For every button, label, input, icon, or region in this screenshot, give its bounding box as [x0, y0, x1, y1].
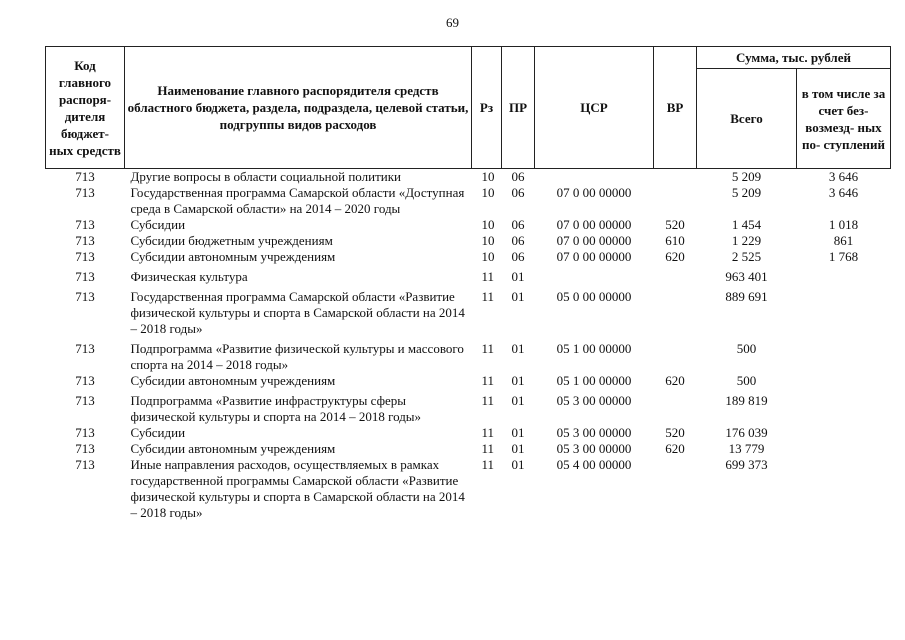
row-csr: 05 1 00 00000 — [556, 341, 632, 356]
row-rz: 11 — [481, 289, 495, 304]
table-row — [46, 233, 891, 249]
row-code: 713 — [75, 233, 95, 248]
header-pr: ПР — [502, 47, 535, 169]
row-pr: 01 — [511, 425, 525, 440]
row-csr: 07 0 00 00000 — [556, 185, 632, 200]
row-pr: 01 — [511, 269, 525, 284]
row-total: 699 373 — [725, 457, 768, 472]
row-pr: 06 — [511, 217, 525, 232]
table-row — [46, 457, 891, 521]
header-grants: в том числе за счет без- возмезд- ных по- ступлений — [797, 69, 891, 169]
row-rz: 11 — [481, 373, 495, 388]
row-total: 963 401 — [725, 269, 768, 284]
row-vr: 520 — [665, 425, 685, 440]
row-code: 713 — [75, 269, 95, 284]
row-total: 2 525 — [731, 249, 762, 264]
row-code: 713 — [75, 289, 95, 304]
row-vr: 520 — [665, 217, 685, 232]
row-csr: 05 3 00 00000 — [556, 441, 632, 456]
row-pr: 06 — [511, 185, 525, 200]
row-rz: 10 — [481, 233, 495, 248]
row-vr — [654, 265, 697, 285]
header-sum-group: Сумма, тыс. рублей — [697, 47, 891, 69]
row-csr: 05 1 00 00000 — [556, 373, 632, 388]
table-row — [46, 389, 891, 425]
row-vr — [654, 169, 697, 186]
row-rz: 11 — [481, 269, 495, 284]
row-grants — [797, 373, 891, 389]
row-name: Субсидии автономным учреждениям — [130, 373, 336, 388]
row-rz: 10 — [481, 217, 495, 232]
row-code: 713 — [75, 185, 95, 200]
row-total: 500 — [736, 373, 757, 388]
row-rz: 11 — [481, 341, 495, 356]
row-total: 5 209 — [731, 169, 762, 184]
row-total: 889 691 — [725, 289, 768, 304]
row-total: 13 779 — [728, 441, 765, 456]
row-vr: 620 — [665, 373, 685, 388]
row-vr: 620 — [665, 441, 685, 456]
row-csr — [535, 169, 654, 186]
row-vr: 610 — [665, 233, 685, 248]
row-pr: 01 — [511, 373, 525, 388]
row-grants — [797, 425, 891, 441]
row-rz: 11 — [481, 441, 495, 456]
row-grants — [797, 285, 891, 337]
header-rz: Рз — [472, 47, 502, 169]
row-pr: 01 — [511, 457, 525, 472]
row-total: 1 229 — [731, 233, 762, 248]
row-total: 176 039 — [725, 425, 768, 440]
header-csr: ЦСР — [535, 47, 654, 169]
page-number: 69 — [446, 15, 459, 30]
row-grants: 3 646 — [828, 185, 859, 200]
row-vr: 620 — [665, 249, 685, 264]
row-rz: 10 — [481, 185, 495, 200]
row-grants — [797, 265, 891, 285]
row-name: Иные направления расходов, осуществляемых в рамках государственной программы Самарской области «Развитие физической культуры и спорта в Самарской области на 2014 – 2018 годы» — [130, 457, 465, 520]
row-code: 713 — [75, 393, 95, 408]
row-code: 713 — [75, 425, 95, 440]
row-code: 713 — [75, 341, 95, 356]
row-grants: 1 768 — [828, 249, 859, 264]
row-grants — [797, 337, 891, 373]
row-grants: 3 646 — [828, 169, 859, 184]
row-vr — [654, 337, 697, 373]
row-name: Подпрограмма «Развитие инфраструктуры сферы физической культуры и спорта на 2014 – 2018 годы» — [130, 393, 422, 424]
table-row — [46, 285, 891, 337]
row-pr: 06 — [511, 169, 525, 184]
row-name: Другие вопросы в области социальной политики — [130, 169, 401, 184]
row-vr — [654, 285, 697, 337]
row-csr: 07 0 00 00000 — [556, 217, 632, 232]
row-name: Субсидии — [130, 425, 186, 440]
row-total: 1 454 — [731, 217, 762, 232]
row-name: Физическая культура — [130, 269, 248, 284]
row-total: 500 — [736, 341, 757, 356]
table-row — [46, 169, 891, 186]
row-name: Подпрограмма «Развитие физической культуры и массового спорта на 2014 – 2018 годы» — [130, 341, 464, 372]
row-csr: 05 3 00 00000 — [556, 393, 632, 408]
row-grants: 861 — [833, 233, 854, 248]
row-vr — [654, 457, 697, 521]
row-pr: 01 — [511, 289, 525, 304]
table-row — [46, 185, 891, 217]
row-pr: 01 — [511, 393, 525, 408]
row-name: Субсидии — [130, 217, 186, 232]
row-code: 713 — [75, 169, 95, 184]
row-name: Субсидии бюджетным учреждениям — [130, 233, 333, 248]
table-row — [46, 441, 891, 457]
row-vr — [654, 185, 697, 217]
row-csr: 05 0 00 00000 — [556, 289, 632, 304]
row-pr: 06 — [511, 249, 525, 264]
row-code: 713 — [75, 457, 95, 472]
header-code: Код главного распоря- дителя бюджет- ных средств — [46, 47, 125, 169]
table-row — [46, 265, 891, 285]
row-total: 189 819 — [725, 393, 768, 408]
row-code: 713 — [75, 373, 95, 388]
row-csr: 07 0 00 00000 — [556, 249, 632, 264]
row-name: Субсидии автономным учреждениям — [130, 249, 336, 264]
row-pr: 01 — [511, 341, 525, 356]
budget-table — [45, 46, 891, 521]
row-rz: 11 — [481, 425, 495, 440]
row-pr: 06 — [511, 233, 525, 248]
row-rz: 11 — [481, 393, 495, 408]
row-grants — [797, 441, 891, 457]
table-row — [46, 337, 891, 373]
row-total: 5 209 — [731, 185, 762, 200]
row-csr — [535, 265, 654, 285]
row-rz: 10 — [481, 169, 495, 184]
row-csr: 05 3 00 00000 — [556, 425, 632, 440]
row-csr: 05 4 00 00000 — [556, 457, 632, 472]
row-code: 713 — [75, 217, 95, 232]
row-name: Государственная программа Самарской области «Развитие физической культуры и спорта в Самарской области на 2014 – 2018 годы» — [130, 289, 465, 336]
row-rz: 10 — [481, 249, 495, 264]
row-code: 713 — [75, 249, 95, 264]
row-code: 713 — [75, 441, 95, 456]
header-total: Всего — [697, 69, 797, 169]
table-row — [46, 425, 891, 441]
table-row — [46, 373, 891, 389]
row-name: Субсидии автономным учреждениям — [130, 441, 336, 456]
row-csr: 07 0 00 00000 — [556, 233, 632, 248]
row-name: Государственная программа Самарской области «Доступная среда в Самарской области» на 2014 – 2020 годы — [130, 185, 465, 216]
row-pr: 01 — [511, 441, 525, 456]
header-name: Наименование главного распорядителя средств областного бюджета, раздела, подраздела, целевой статьи, подгруппы видов расходов — [125, 47, 472, 169]
header-vr: ВР — [654, 47, 697, 169]
row-vr — [654, 389, 697, 425]
row-grants: 1 018 — [828, 217, 859, 232]
row-rz: 11 — [481, 457, 495, 472]
row-grants — [797, 457, 891, 521]
table-row — [46, 249, 891, 265]
row-grants — [797, 389, 891, 425]
table-row — [46, 217, 891, 233]
